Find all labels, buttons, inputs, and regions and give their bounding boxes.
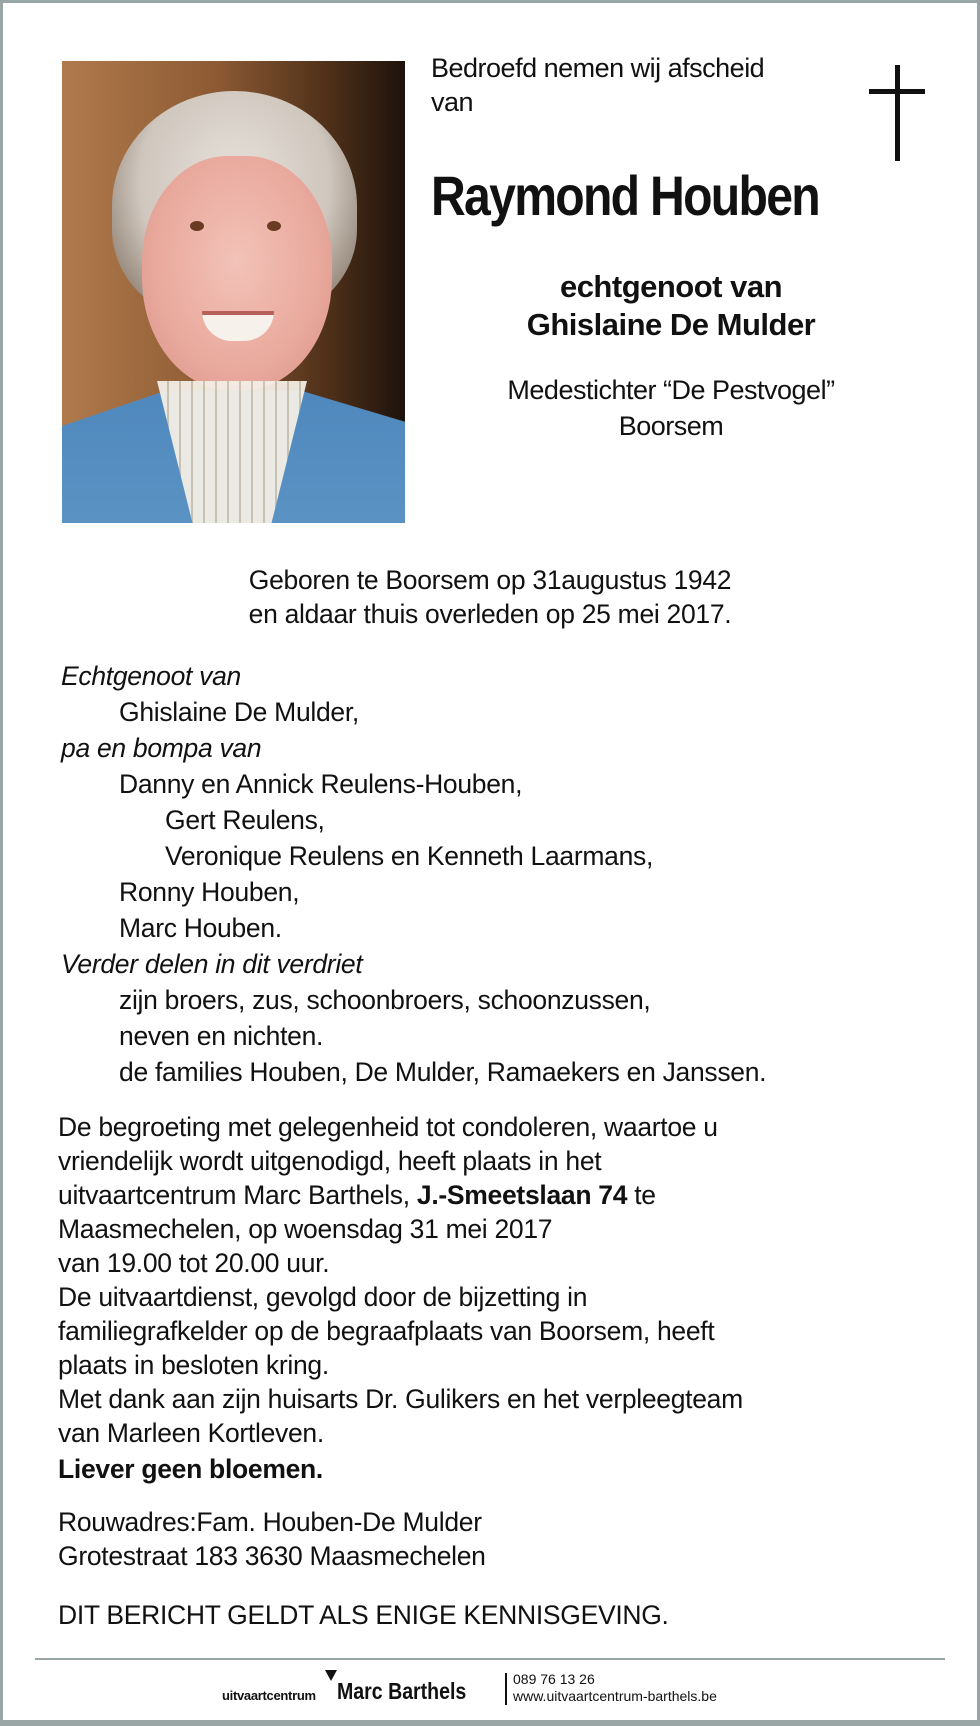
logo-small-text: uitvaartcentrum [222,1688,316,1703]
family-member: Ghislaine De Mulder, [119,697,359,727]
logo-brand-name: Marc Barthels [337,1678,467,1704]
family-member: zijn broers, zus, schoonbroers, schoonzussen, [119,985,651,1015]
ceremony-line: De begroeting met gelegenheid tot condoleren, waartoe u [58,1112,718,1142]
family-member: Danny en Annick Reulens-Houben, [119,769,523,799]
death-line: en aldaar thuis overleden op 25 mei 2017. [248,599,732,629]
ceremony-line: Maasmechelen, op woensdag 31 mei 2017 [58,1214,553,1244]
footer-divider [35,1658,945,1660]
ceremony-line [58,1180,656,1211]
spouse-name: Ghislaine De Mulder [526,307,816,342]
spouse-label: echtgenoot van [559,269,783,304]
family-member: Marc Houben. [119,913,282,943]
triangle-icon [325,1670,337,1681]
website-link[interactable]: www.uitvaartcentrum-barthels.be [513,1688,717,1704]
ceremony-text: uitvaartcentrum Marc Barthels, [58,1180,417,1210]
family-member: de families Houben, De Mulder, Ramaekers en Janssen. [119,1057,767,1087]
no-flowers-note: Liever geen bloemen. [58,1454,323,1484]
mourning-address: Rouwadres:Fam. Houben-De Mulder [58,1507,482,1537]
lead-text: Bedroefd nemen wij afscheid [431,53,765,83]
family-member: Ronny Houben, [119,877,300,907]
birth-line: Geboren te Boorsem op 31augustus 1942 [248,565,732,595]
portrait-photo [62,61,405,523]
phone-number: 089 76 13 26 [513,1671,595,1687]
ceremony-line: familiegrafkelder op de begraafplaats van Boorsem, heeft [58,1316,715,1346]
family-member: Gert Reulens, [165,805,325,835]
family-member: neven en nichten. [119,1021,324,1051]
lead-text: van [431,87,474,117]
ceremony-text: te [627,1180,656,1210]
deceased-name: Raymond Houben [431,164,819,227]
family-heading: Echtgenoot van [61,661,241,691]
ceremony-line: De uitvaartdienst, gevolgd door de bijzetting in [58,1282,588,1312]
family-heading: pa en bompa van [61,733,262,763]
family-heading: Verder delen in dit verdriet [61,949,363,979]
ceremony-line: vriendelijk wordt uitgenodigd, heeft plaats in het [58,1146,602,1176]
ceremony-line: Met dank aan zijn huisarts Dr. Gulikers en het verpleegteam [58,1384,743,1414]
obituary-notice [3,3,977,1720]
ceremony-line: plaats in besloten kring. [58,1350,329,1380]
family-member: Veronique Reulens en Kenneth Laarmans, [165,841,654,871]
title-line: Medestichter “De Pestvogel” [507,375,835,405]
title-line: Boorsem [618,411,724,441]
ceremony-line: van 19.00 tot 20.00 uur. [58,1248,330,1278]
ceremony-line: van Marleen Kortleven. [58,1418,324,1448]
mourning-address: Grotestraat 183 3630 Maasmechelen [58,1541,486,1571]
notice-text: DIT BERICHT GELDT ALS ENIGE KENNISGEVING. [58,1600,669,1630]
venue-address: J.-Smeetslaan 74 [416,1180,628,1210]
